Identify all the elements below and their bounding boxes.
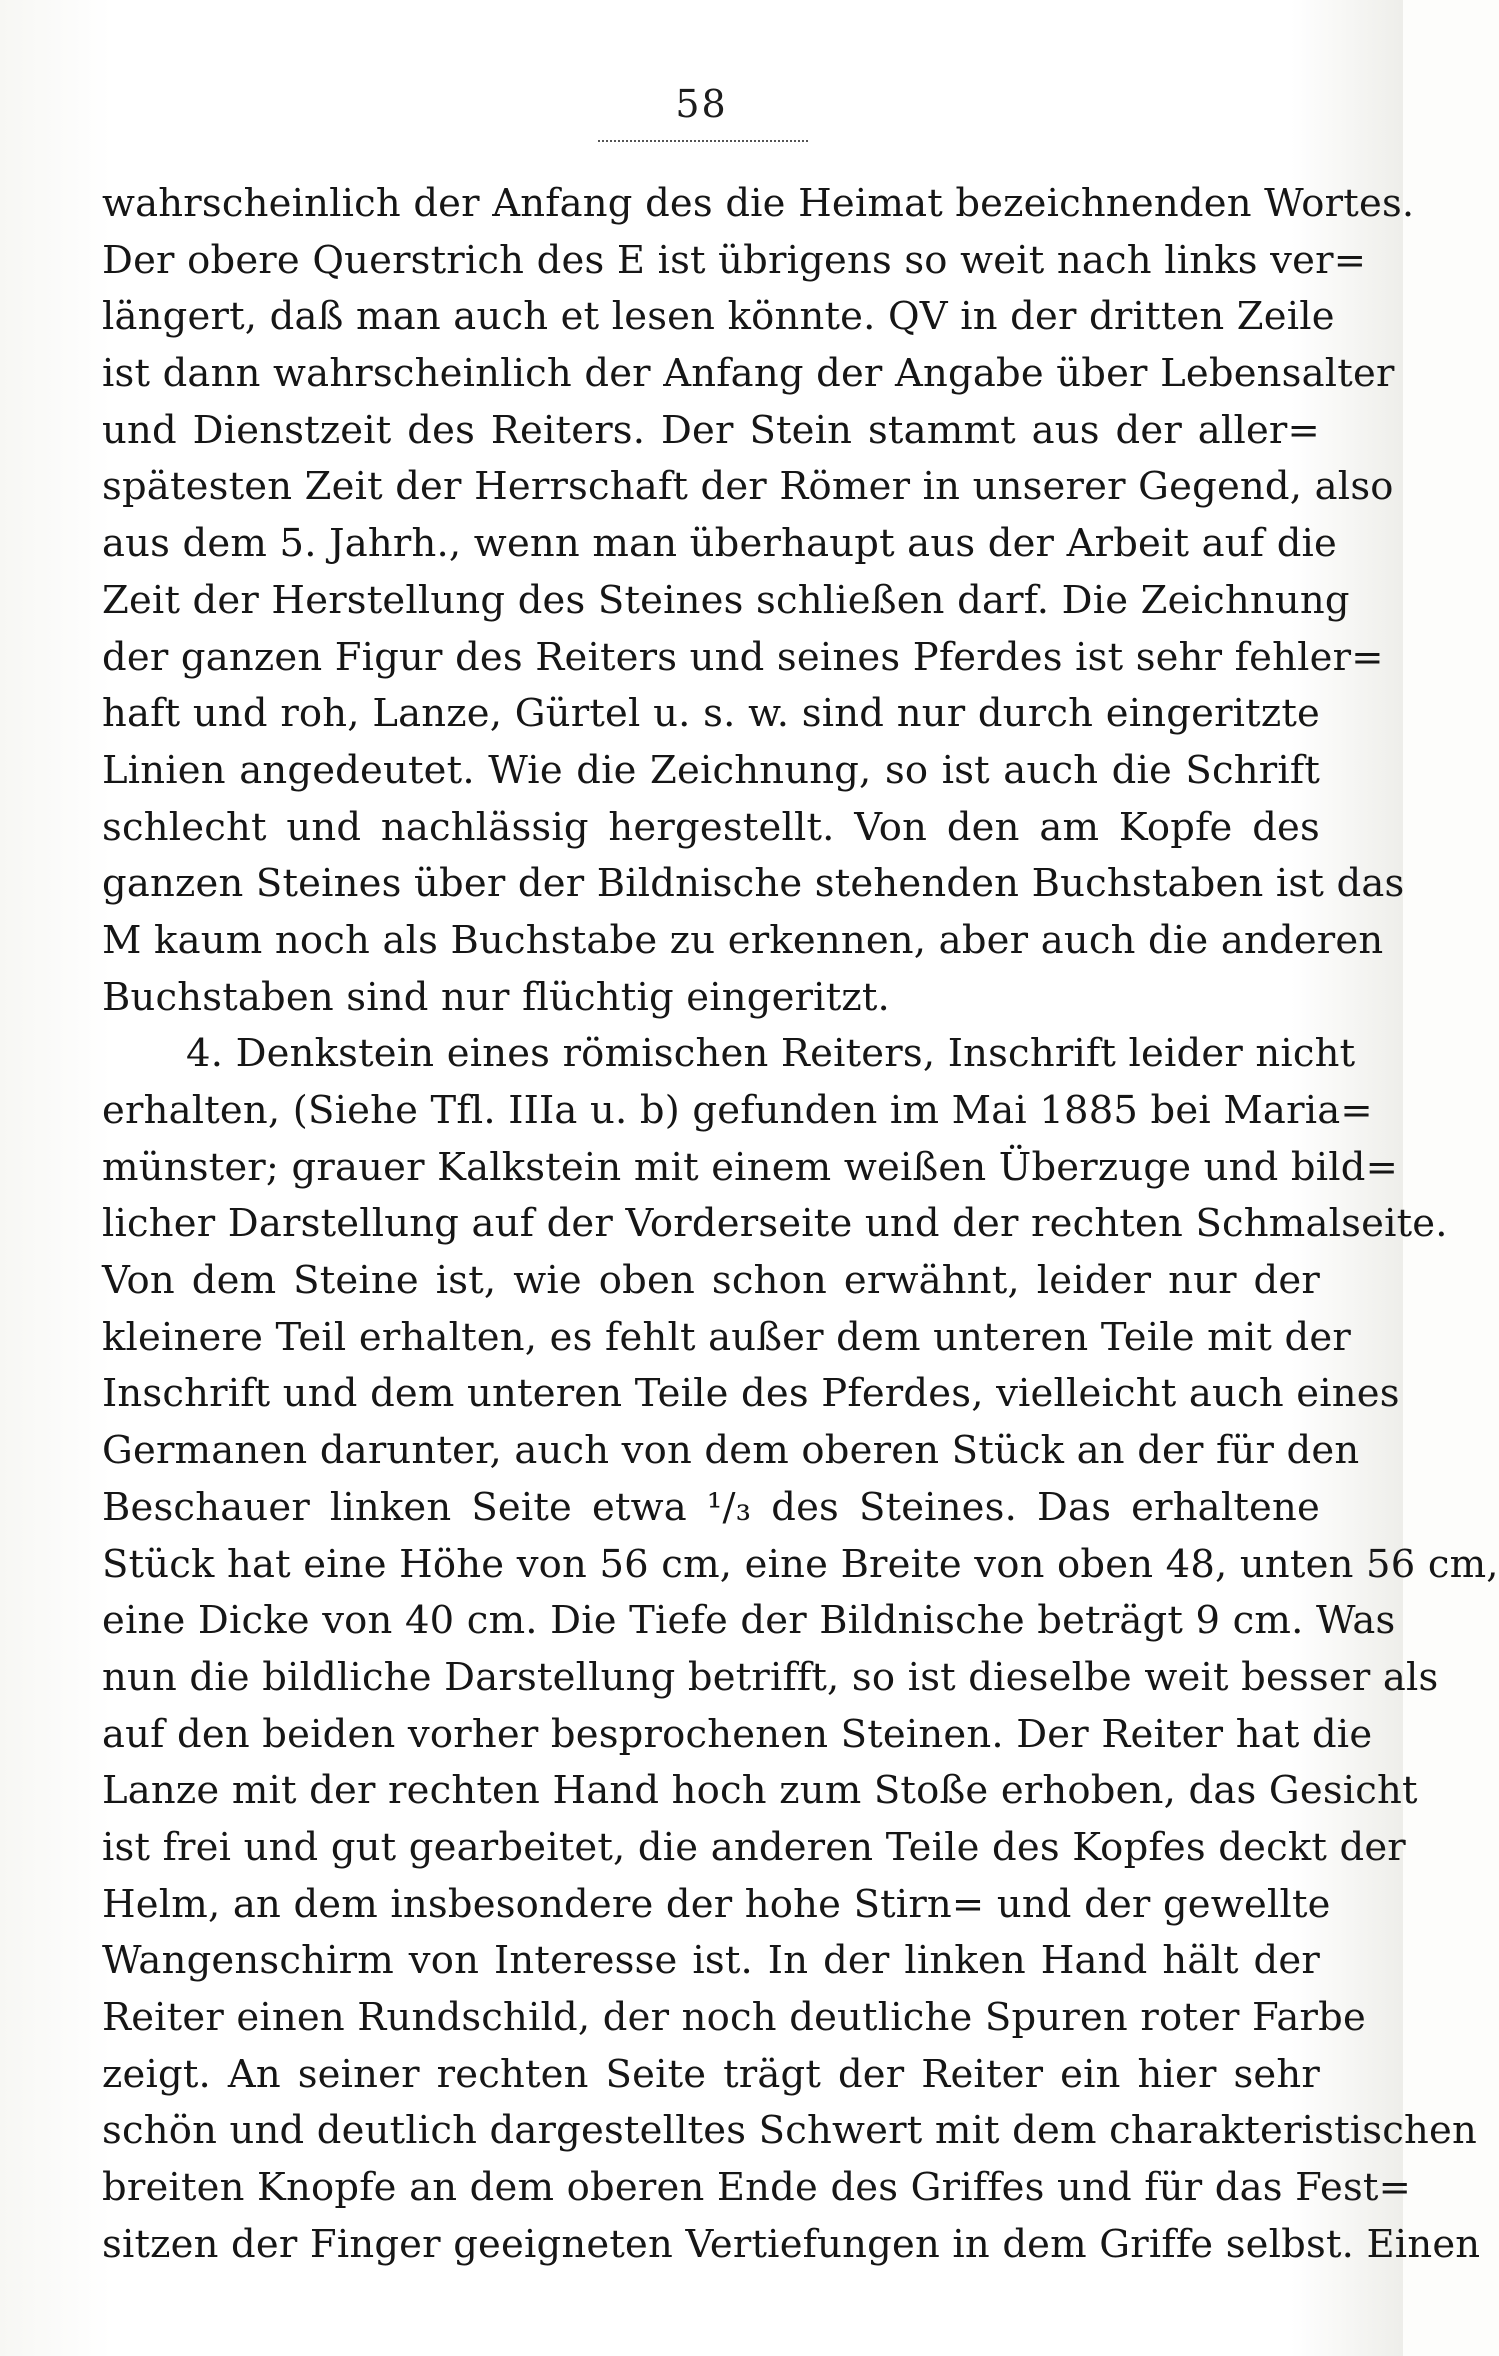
text-line: haft und roh, Lanze, Gürtel u. s. w. sind nur durch eingeritzte [102,691,1320,737]
text-line: erhalten, (Siehe Tfl. IIIa u. b) gefunden im Mai 1885 bei Maria= [102,1088,1373,1133]
text-line: Helm, an dem insbesondere der hohe Stirn= und der gewellte [102,1881,1331,1927]
text-line: der ganzen Figur des Reiters und seines Pferdes ist sehr fehler= [102,634,1384,680]
page-header [0,82,1403,126]
text-line: und Dienstzeit des Reiters. Der Stein stammt aus der aller= [102,407,1320,453]
text-line: Wangenschirm von Interesse ist. In der linken Hand hält der [102,1938,1320,1984]
text-line: schön und deutlich dargestelltes Schwert mit dem charakteristischen [102,2108,1477,2154]
section-start-line: 4. Denkstein eines römischen Reiters, Inschrift leider nicht [186,1031,1356,1077]
header-ornament [598,132,808,142]
text-line: Beschauer linken Seite etwa ¹/₃ des Steines. Das erhaltene [102,1484,1320,1530]
text-line: eine Dicke von 40 cm. Die Tiefe der Bildnische beträgt 9 cm. Was [102,1598,1396,1644]
text-line: Germanen darunter, auch von dem oberen Stück an der für den [102,1428,1360,1474]
text-line: Der obere Querstrich des E ist übrigens so weit nach links ver= [102,237,1367,283]
text-line: zeigt. An seiner rechten Seite trägt der Reiter ein hier sehr [102,2051,1320,2097]
page-number: 58 [675,82,728,126]
text-line: sitzen der Finger geeigneten Vertiefungen in dem Griffe selbst. Einen [102,2221,1481,2267]
text-line: M kaum noch als Buchstabe zu erkennen, aber auch die anderen [102,917,1384,963]
text-line: Von dem Steine ist, wie oben schon erwähnt, leider nur der [102,1258,1320,1304]
text-line: ist frei und gut gearbeitet, die anderen Teile des Kopfes deckt der [102,1824,1406,1870]
text-line: Reiter einen Rundschild, der noch deutliche Spuren roter Farbe [102,1995,1366,2040]
text-line: spätesten Zeit der Herrschaft der Römer in unserer Gegend, also [102,464,1394,510]
text-line: nun die bildliche Darstellung betrifft, so ist dieselbe weit besser als [102,1654,1439,1700]
text-line: aus dem 5. Jahrh., wenn man überhaupt aus der Arbeit auf die [102,521,1338,567]
text-line: breiten Knopfe an dem oberen Ende des Griffes und für das Fest= [102,2165,1412,2211]
text-line: Linien angedeutet. Wie die Zeichnung, so ist auch die Schrift [102,747,1320,793]
body-text [102,176,1499,2273]
text-line: ist dann wahrscheinlich der Anfang der Angabe über Lebensalter [102,351,1395,397]
text-line: Lanze mit der rechten Hand hoch zum Stoße erhoben, das Gesicht [102,1768,1418,1814]
text-line: münster; grauer Kalkstein mit einem weißen Überzuge und bild= [102,1144,1399,1190]
text-line: schlecht und nachlässig hergestellt. Von den am Kopfe des [102,804,1320,850]
text-line: wahrscheinlich der Anfang des die Heimat bezeichnenden Wortes. [102,181,1415,226]
text-line: Stück hat eine Höhe von 56 cm, eine Breite von oben 48, unten 56 cm, [102,1541,1499,1587]
text-line: Zeit der Herstellung des Steines schließen darf. Die Zeichnung [102,577,1350,623]
text-line: ganzen Steines über der Bildnische stehenden Buchstaben ist das [102,861,1405,907]
text-line: auf den beiden vorher besprochenen Steinen. Der Reiter hat die [102,1711,1373,1757]
text-line: Inschrift und dem unteren Teile des Pferdes, vielleicht auch eines [102,1371,1400,1417]
text-line: kleinere Teil erhalten, es fehlt außer dem unteren Teile mit der [102,1314,1351,1360]
text-line: Buchstaben sind nur flüchtig eingeritzt. [102,974,890,1020]
text-line: licher Darstellung auf der Vorderseite und der rechten Schmalseite. [102,1201,1448,1247]
text-line: längert, daß man auch et lesen könnte. QV in der dritten Zeile [102,294,1335,340]
